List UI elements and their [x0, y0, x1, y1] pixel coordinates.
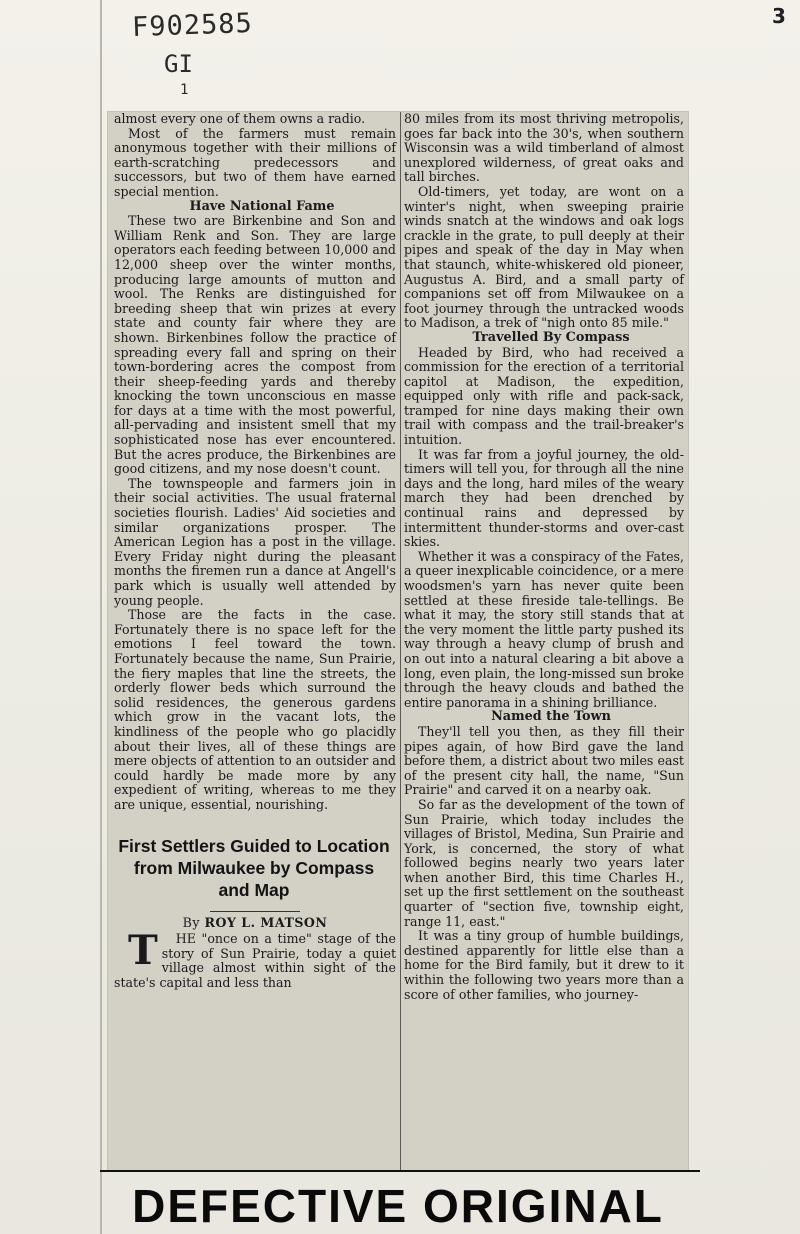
paragraph: 80 miles from its most thriving metropolis, goes far back into the 30's, when southern Wisconsin was a wild timberland of almost unexplored wilderness, of great oaks and tall birches. — [404, 111, 684, 185]
subheading: Have National Fame — [189, 198, 335, 214]
drop-cap: T — [128, 927, 158, 975]
paragraph: It was far from a joyful journey, the old-timers will tell you, for through all the nine days and the long, hard miles of the weary march they had been drenched by continual rains and depressed by intermittent thunder-storms and over-cast skies. — [404, 446, 684, 550]
margin-line — [100, 0, 102, 1234]
article-headline: First Settlers Guided to Location from Milwaukee by Compass and Map — [118, 835, 390, 900]
paragraph: Those are the facts in the case. Fortunately there is no space left for the emotions I feel toward the town. Fortunately because the name, Sun Prairie, the fiery maples that line the streets, the orderly flower beds which surround the solid residences, the generous gardens which grow in the vacant lots, the kindliness of the people who go placidly about their lives, all of these things are mere objects of attention to an outsider and could hardly be made more by any expedient of writing, whereas to me they are unique, essential, nourishing. — [114, 607, 396, 812]
paragraph: They'll tell you then, as they fill their pipes again, of how Bird gave the land before them, a district about two miles east of the present city hall, the name, "Sun Prairie" and carved it on a nearby oak. — [404, 723, 684, 798]
byline-author: ROY L. MATSON — [204, 914, 328, 930]
left-column — [114, 112, 396, 990]
headline-rule — [210, 911, 300, 912]
handwritten-tick: 1 — [180, 82, 189, 98]
paragraph: It was a tiny group of humble buildings, destined apparently for little else than a home for the Bird family, but it drew to it within the following two years more than a score of other families, who journey- — [404, 928, 684, 1002]
stamp-rule — [100, 1170, 700, 1172]
column-rule — [400, 112, 401, 1170]
handwritten-record-id: F902585 — [131, 7, 254, 44]
paragraph: Whether it was a conspiracy of the Fates, a queer inexplicable coincidence, or a mere woodsmen's yarn has never quite been settled at these fireside tale-tellings. Be what it may, the story still stands that at the very moment the little party pushed its way through a heavy clump of brush and on out into a natural clearing a bit above a long, even plain, the long-missed sun broke through the heavy clouds and bathed the entire panorama in a shining brilliance. — [404, 548, 684, 710]
subheading: Named the Town — [491, 709, 611, 725]
paragraph: almost every one of them owns a radio. — [114, 111, 366, 126]
defective-original-stamp: DEFECTIVE ORIGINAL — [132, 1180, 664, 1232]
paragraph: Most of the farmers must remain anonymous together with their millions of earth-scratching predecessors and successors, but two of them have earned special mention. — [114, 125, 396, 199]
right-column — [404, 112, 684, 1002]
newspaper-clipping — [108, 112, 688, 1170]
paragraph: So far as the development of the town of Sun Prairie, which today includes the villages of Bristol, Medina, Sun Prairie and York, is concerned, the story of what followed begins nearly two years later when another Bird, this time Charles H., set up the first settlement on the southeast quarter of "section five, township eight, range 11, east." — [404, 796, 684, 929]
byline-prefix: By — [182, 914, 200, 930]
paragraph: These two are Birkenbine and Son and William Renk and Son. They are large operators each feeding between 10,000 and 12,000 sheep over the winter months, producing large amounts of mutton and wool. The Renks are distinguished for breeding sheep that win prizes at every state and county fair where they are shown. Birkenbines follow the practice of spreading every fall and spring on their town-bordering acres the compost from their sheep-feeding yards and thereby knocking the town unconscious en masse for days at a time with the most powerful, all-pervading and insistent smell that my sophisticated nose has ever encountered. But the acres produce, the Birkenbines are good citizens, and my nose doesn't count. — [114, 213, 396, 477]
lead-paragraph — [114, 927, 396, 990]
paragraph: Old-timers, yet today, are wont on a winter's night, when sweeping prairie winds snatch at the windows and oak logs crackle in the grate, to pull deeply at their pipes and speak of the day in May when that staunch, white-whiskered old pioneer, Augustus A. Bird, and a small party of companions set off from Milwaukee on a foot journey through the untracked woods to Madison, a trek of "nigh onto 85 mile." — [404, 183, 684, 331]
paragraph: The townspeople and farmers join in their social activities. The usual fraternal societies flourish. Ladies' Aid societies and similar organizations prosper. The American Legion has a post in the village. Every Friday night during the pleasant months the firemen run a dance at Angell's park which is usually well attended by young people. — [114, 475, 396, 608]
paragraph: Headed by Bird, who had received a commission for the erection of a territorial capitol at Madison, the expedition, equipped only with rifle and pack-sack, tramped for nine days making their own trail with compass and the trail-breaker's intuition. — [404, 344, 684, 448]
handwritten-code: GI — [164, 50, 193, 78]
page-number: 3 — [772, 4, 786, 28]
lead-text: HE "once on a time" stage of the story of Sun Prairie, today a quiet village almost within sight of the state's capital and less than — [114, 931, 396, 990]
subheading: Travelled By Compass — [472, 329, 630, 345]
